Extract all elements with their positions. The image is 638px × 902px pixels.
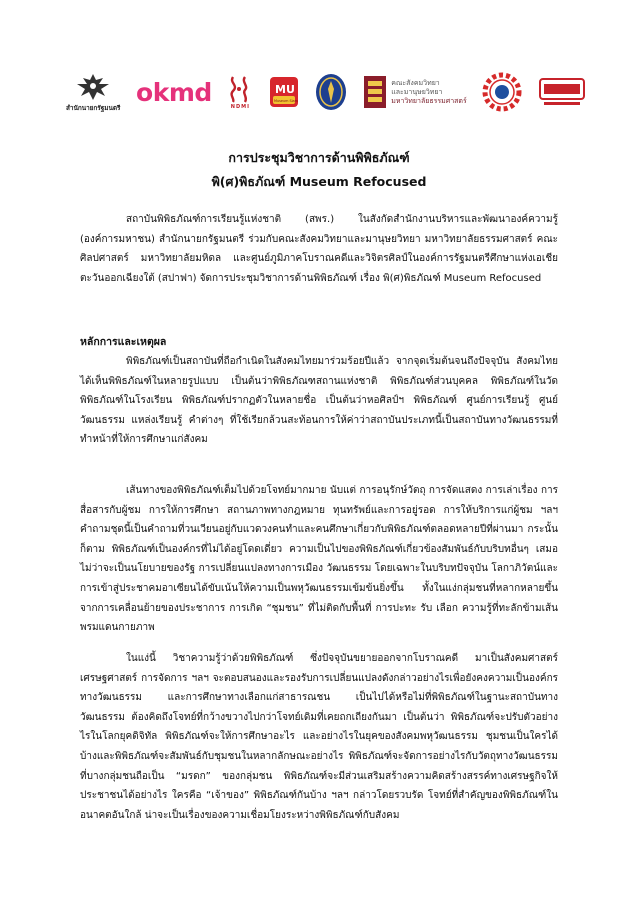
faculty-name-line-3: มหาวิทยาลัยธรรมศาสตร์ <box>391 96 467 105</box>
document-title: การประชุมวิชาการด้านพิพิธภัณฑ์ <box>228 150 410 165</box>
thammasat-faculty-logo <box>362 74 467 110</box>
prime-minister-office-caption: สำนักนายกรัฐมนตรี <box>66 103 121 112</box>
spafa-logo <box>538 75 586 109</box>
rationale-paragraph-3: ในแง่นี้ วิชาความรู้ว่าด้วยพิพิธภัณฑ์ ซึ่งปัจจุบันขยายออกจากโบราณคดี มาเป็นสังคมศาสตร์ เศรษฐศาสตร์ การจัดการ ฯลฯ จะตอบสนองและรองรับการเปลี่ยนแปลงดังกล่าวอย่างไรเพื่อยังคงความเป็นองค์กรทางวัฒนธรรม และการศึกษาทางเลือกแก่สาธารณชน เป็นไปได้หรือไม่ที่พิพิธภัณฑ์ในฐานะสถาบันทางวัฒนธรรม ต้องคิดถึงโจทย์ที่กว้างขวางไปกว่าโจทย์เดิมที่เคยถกเถียงกันมา เป็นต้นว่า พิพิธภัณฑ์จะปรับตัวอย่างไรในโลกยุคดิจิทัล พิพิธภัณฑ์จะให้การศึกษาอะไร และอย่างไรในยุคของสังคมพหุวัฒนธรรม ชุมชนเป็นใครได้บ้างและพิพิธภัณฑ์จะสัมพันธ์กับชุมชนในหลากลักษณะอย่างไร พิพิธภัณฑ์จะจัดการอย่างไรกับวัตถุทางวัฒนธรรมที่บางกลุ่มชนถือเป็น “มรดก” ของกลุ่มชน พิพิธภัณฑ์จะมีส่วนเสริมสร้างความคิดสร้างสรรค์ทางเศรษฐกิจให้ประชาชนได้อย่างไร ใครคือ “เจ้าของ” พิพิธภัณฑ์กันบ้าง ฯลฯ กล่าวโดยรวบรัด โจทย์ที่สำคัญของพิพิธภัณฑ์ในอนาคตอันใกล้ น่าจะเป็นเรื่องของความเชื่อมโยงระหว่างพิพิธภัณฑ์กับสังคม <box>80 653 558 821</box>
garuda-emblem-icon <box>71 72 115 102</box>
thammasat-faculty-emblem-icon <box>362 74 388 110</box>
ndmi-symbol-icon <box>227 74 253 104</box>
rationale-paragraph-2: เส้นทางของพิพิธภัณฑ์เต็มไปด้วยโจทย์มากมาย นับแต่ การอนุรักษ์วัตถุ การจัดแสดง การเล่าเรื่อง การสื่อสารกับผู้ชม การให้การศึกษา สถานภาพทางกฎหมาย ทุนทรัพย์และการอยู่รอด การให้บริการแก่ผู้ชม ฯลฯ คำถามชุดนี้เป็นคำถามที่วนเวียนอยู่กับแวดวงคนทำและคนศึกษาเกี่ยวกับพิพิธภัณฑ์ตลอดหลายปีที่ผ่านมา กระนั้นก็ตาม พิพิธภัณฑ์เป็นองค์กรที่ไม่ได้อยู่โดดเดี่ยว ความเป็นไปของพิพิธภัณฑ์เกี่ยวข้องสัมพันธ์กับบริบทอื่นๆ เสมอ ไม่ว่าจะเป็นนโยบายของรัฐ การเปลี่ยนแปลงทางการเมือง วัฒนธรรม โดยเฉพาะในบริบทปัจจุบัน โลกาภิวัตน์และการเข้าสู่ประชาคมอาเซียนได้ขับเน้นให้ความเป็นพหุวัฒนธรรมเข้มข้นยิ่งขึ้น ทั้งในแง่กลุ่มชนที่หลากหลายขึ้นจากการเคลื่อนย้ายของประชาการ การเกิด “ชุมชน” ที่ไม่ติดกับพื้นที่ การปะทะ รับ เลือก ความรู้ที่ทะลักข้ามเส้นพรมแดนกายภาพ <box>80 485 558 634</box>
section-heading: หลักการและเหตุผล <box>80 336 167 348</box>
faculty-name-text <box>391 79 467 106</box>
document-subtitle: พิ(ศ)พิธภัณฑ์ Museum Refocused <box>211 174 427 189</box>
museum-siam-badge-icon <box>269 76 299 108</box>
spafa-emblem-icon <box>538 75 586 109</box>
faculty-name-line-1: คณะสังคมวิทยา <box>391 78 440 87</box>
intro-paragraph: สถาบันพิพิธภัณฑ์การเรียนรู้แห่งชาติ (สพร.) ในสังกัดสำนักงานบริหารและพัฒนาองค์ความรู้ (องค์การมหาชน) สำนักนายกรัฐมนตรี ร่วมกับคณะสังคมวิทยาและมานุษยวิทยา มหาวิทยาลัยธรรมศาสตร์ คณะศิลปศาสตร์ มหาวิทยาลัยมหิดล และศูนย์ภูมิภาคโบราณคดีและวิจิตรศิลป์ในองค์การรัฐมนตรีศึกษาแห่งเอเชียตะวันออกเฉียงใต้ (สปาฟา) จัดการประชุมวิชาการด้านพิพิธภัณฑ์ เรื่อง พิ(ศ)พิธภัณฑ์ Museum Refocused <box>80 214 558 284</box>
rationale-paragraph-1: พิพิธภัณฑ์เป็นสถาบันที่ถือกำเนิดในสังคมไทยมาร่วมร้อยปีแล้ว จากจุดเริ่มต้นจนถึงปัจจุบัน สังคมไทยได้เห็นพิพิธภัณฑ์ในหลายรูปแบบ เป็นต้นว่าพิพิธภัณฑสถานแห่งชาติ พิพิธภัณฑ์ส่วนบุคคล พิพิธภัณฑ์ในวัด พิพิธภัณฑ์ในโรงเรียน พิพิธภัณฑ์ปรากฏตัวในหลายชื่อ เป็นต้นว่าหอศิลป์ฯ พิพิธภัณฑ์ ศูนย์การเรียนรู้ ศูนย์วัฒนธรรม แหล่งเรียนรู้ คำต่างๆ ที่ใช้เรียกล้วนสะท้อนการให้ค่าว่าสถาบันประเภทนี้เป็นสถาบันทางวัฒนธรรมที่ทำหน้าที่ให้การศึกษาแก่สังคม <box>80 356 558 446</box>
faculty-logo-group <box>362 74 467 110</box>
mahidol-seal-icon <box>315 73 347 111</box>
okmd-logo <box>136 77 212 107</box>
ndmi-logo <box>227 74 253 110</box>
logo-strip <box>66 68 586 116</box>
okmd-wordmark: okmd <box>136 77 212 107</box>
faculty-name-line-2: และมานุษยวิทยา <box>391 87 443 96</box>
mahidol-liberal-arts-logo <box>315 73 347 111</box>
seameo-logo <box>482 72 522 112</box>
museum-siam-logo <box>269 76 299 108</box>
museum-siam-subtext: Museum Siam <box>274 99 298 103</box>
prime-minister-office-logo <box>66 72 120 113</box>
seameo-gear-icon <box>482 72 522 112</box>
museum-siam-mark: MU <box>275 83 295 96</box>
ndmi-caption: NDMI <box>230 104 250 110</box>
